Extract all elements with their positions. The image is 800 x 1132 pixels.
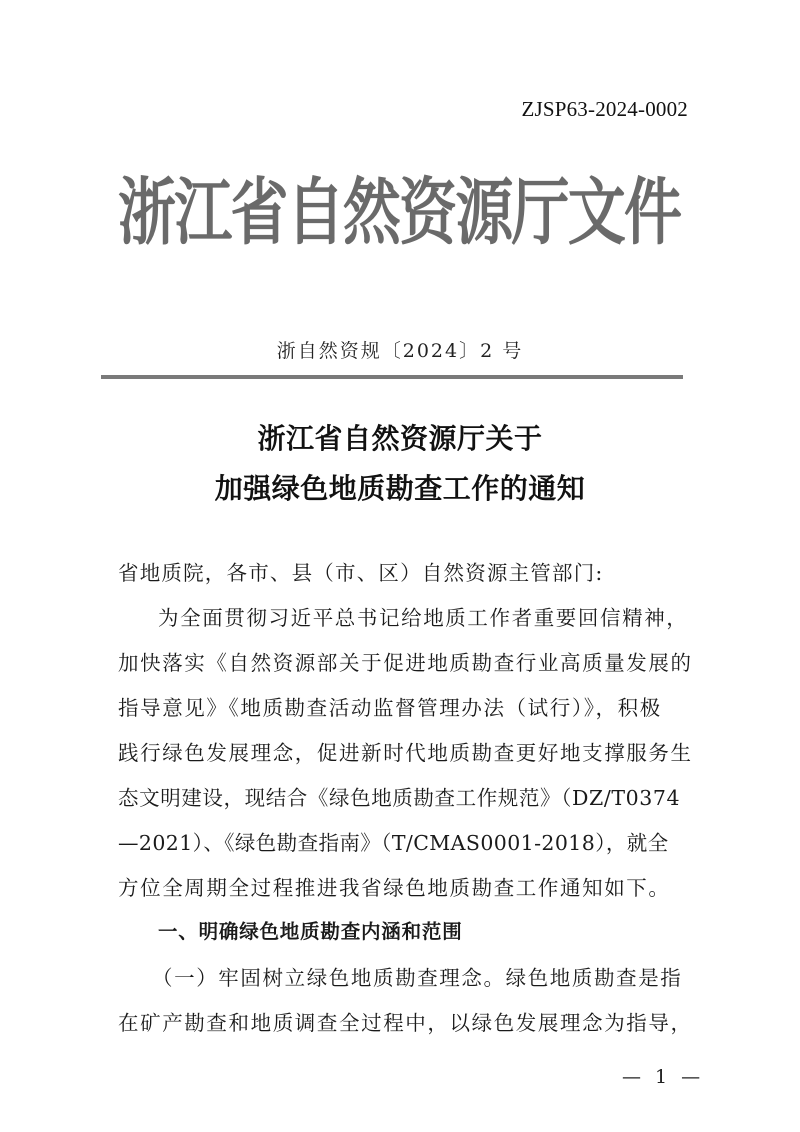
paragraph-line: 践行绿色发展理念，促进新时代地质勘查更好地支撑服务生	[118, 741, 693, 765]
masthead-char: 文	[567, 169, 626, 255]
salutation: 省地质院，各市、县（市、区）自然资源主管部门:	[118, 561, 604, 585]
paragraph-line: 态文明建设，现结合《绿色地质勘查工作规范》（DZ/T0374	[118, 786, 681, 810]
document-title-line-2: 加强绿色地质勘查工作的通知	[214, 472, 586, 505]
paragraph-line: 为全面贯彻习近平总书记给地质工作者重要回信精神，	[158, 606, 689, 630]
paragraph-line: —2021）、《绿色勘查指南》（T/CMAS0001-2018），就全	[118, 831, 669, 855]
paragraph-line: 指导意见》《地质勘查活动监督管理办法（试行）》，积极	[118, 696, 662, 720]
header-divider	[101, 375, 683, 379]
paragraph-line: 在矿产勘查和地质调查全过程中，以绿色发展理念为指导，	[118, 1011, 693, 1035]
masthead-char: 省	[230, 169, 289, 255]
page-number: — 1 —	[622, 1066, 705, 1088]
masthead-char: 件	[623, 169, 682, 255]
paragraph-line: 方位全周期全过程推进我省绿色地质勘查工作通知如下。	[118, 876, 671, 900]
paragraph-line: 加快落实《自然资源部关于促进地质勘查行业高质量发展的	[118, 651, 693, 675]
masthead-char: 浙	[118, 169, 177, 255]
document-number: 浙自然资规〔2024〕2 号	[276, 340, 524, 362]
document-id: ZJSP63-2024-0002	[521, 97, 688, 121]
masthead-title	[118, 152, 680, 260]
document-title-line-1: 浙江省自然资源厅关于	[257, 422, 543, 455]
paragraph-line: （一）牢固树立绿色地质勘查理念。绿色地质勘查是指	[152, 966, 683, 990]
masthead-char: 江	[174, 169, 233, 255]
masthead-char: 自	[286, 169, 345, 255]
masthead-char: 源	[455, 169, 514, 255]
masthead-char: 资	[399, 169, 458, 255]
masthead-char: 然	[342, 169, 401, 255]
masthead-char: 厅	[511, 169, 570, 255]
section-heading: 一、明确绿色地质勘查内涵和范围	[158, 920, 463, 943]
